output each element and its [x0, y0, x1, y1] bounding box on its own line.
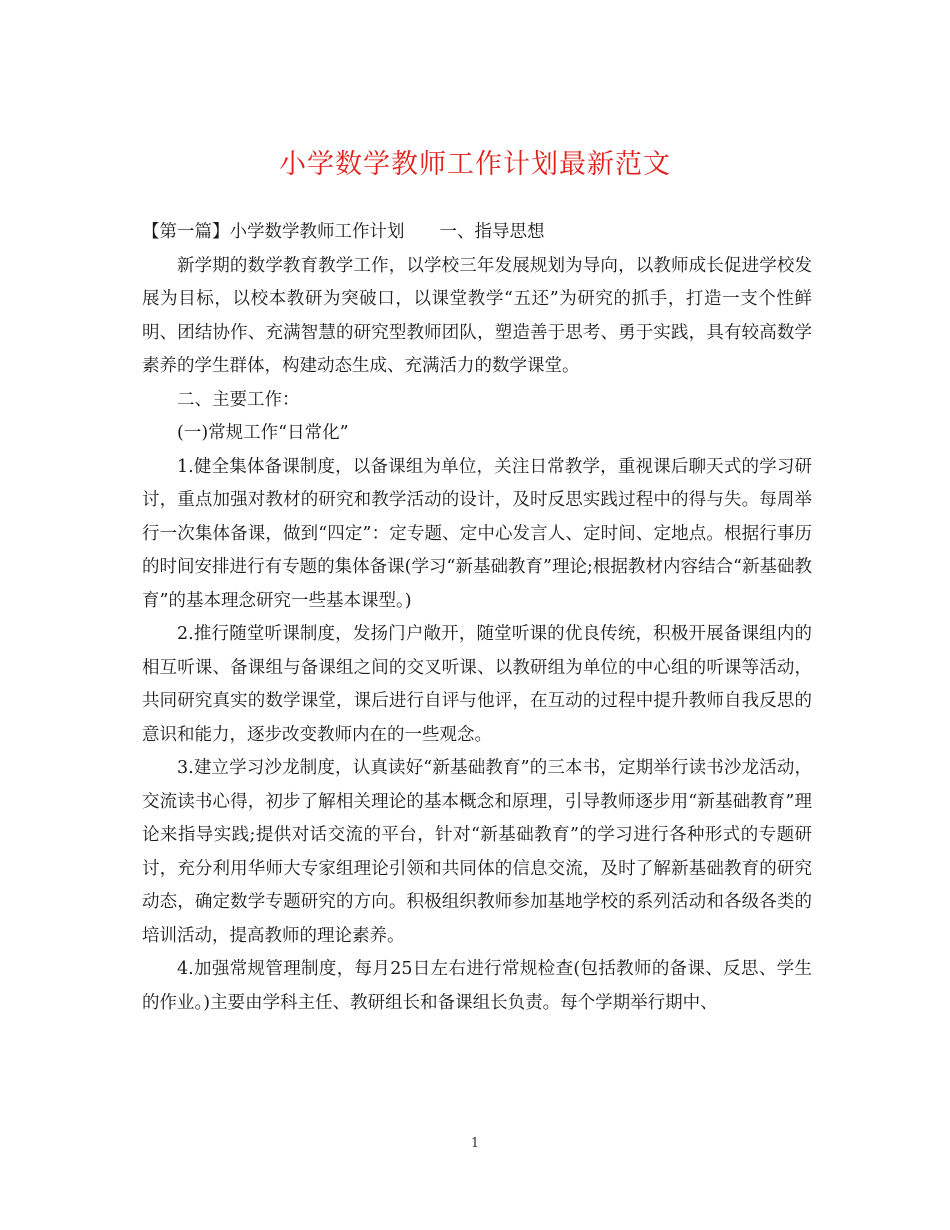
- paragraph-guiding-ideology: 新学期的数学教育教学工作，以学校三年发展规划为导向，以教师成长促进学校发展为目标，以校本教研为突破口，以课堂教学“五还”为研究的抓手，打造一支个性鲜明、团结协作、充满智慧的研究型教师团队，塑造善于思考、勇于实践，具有较高数学素养的学生群体，构建动态生成、充满活力的数学课堂。: [142, 255, 812, 376]
- paragraph-item-3: 3.建立学习沙龙制度，认真读好“新基础教育”的三本书，定期举行读书沙龙活动，交流读书心得，初步了解相关理论的基本概念和原理，引导教师逐步用“新基础教育”理论来指导实践;提供对话交流的平台，针对“新基础教育”的学习进行各种形式的专题研讨，充分利用华师大专家组理论引领和共同体的信息交流，及时了解新基础教育的研究动态，确定数学专题研究的方向。积极组织教师参加基地学校的系列活动和各级各类的培训活动，提高教师的理论素养。: [142, 758, 812, 946]
- paragraph-item-4: 4.加强常规管理制度，每月25日左右进行常规检查(包括教师的备课、反思、学生的作业。)主要由学科主任、教研组长和备课组长负责。每个学期举行期中、: [142, 959, 812, 1013]
- document-body: [142, 216, 812, 1020]
- document-title: 小学数学教师工作计划最新范文: [279, 149, 671, 180]
- heading-main-work: 二、主要工作：: [177, 389, 300, 410]
- heading-routine-work: (一)常规工作“日常化”: [177, 423, 349, 443]
- paragraph-item-1: 1.健全集体备课制度，以备课组为单位，关注日常教学，重视课后聊天式的学习研讨，重点加强对教材的研究和教学活动的设计，及时反思实践过程中的得与失。每周举行一次集体备课，做到“四定”：定专题、定中心发言人、定时间、定地点。根据行事历的时间安排进行有专题的集体备课(学习“新基础教育”理论;根据教材内容结合“新基础教育”的基本理念研究一些基本课型。): [142, 456, 812, 611]
- section-heading-line: 【第一篇】小学数学教师工作计划 一、指导思想: [142, 222, 545, 242]
- paragraph-item-2: 2.推行随堂听课制度，发扬门户敞开，随堂听课的优良传统，积极开展备课组内的相互听课、备课组与备课组之间的交叉听课、以教研组为单位的中心组的听课等活动，共同研究真实的数学课堂，课后进行自评与他评，在互动的过程中提升教师自我反思的意识和能力，逐步改变教师内在的一些观念。: [142, 624, 812, 745]
- page-number: 1: [470, 1136, 480, 1151]
